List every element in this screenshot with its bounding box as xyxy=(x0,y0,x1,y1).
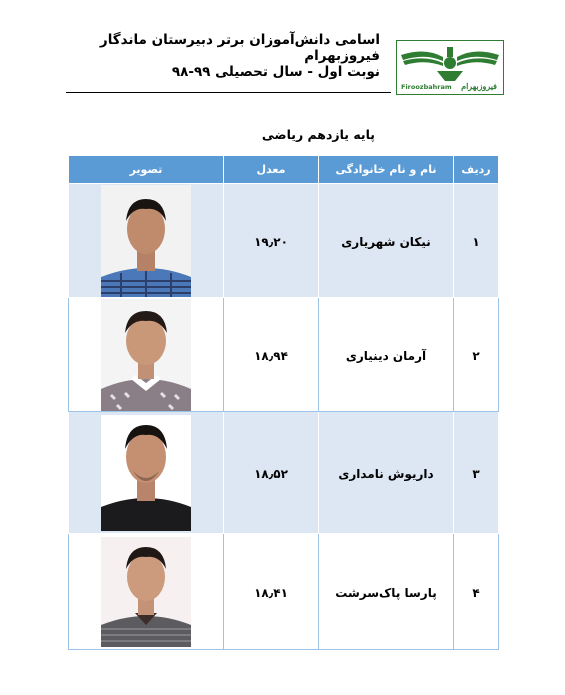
table-row xyxy=(69,298,499,412)
student-average: ۱۸٫۴۱ xyxy=(254,586,288,600)
header-name: نام و نام خانوادگی xyxy=(319,156,454,184)
table-row xyxy=(69,534,499,650)
top-students-table xyxy=(68,155,499,650)
header-average: معدل xyxy=(224,156,319,184)
student-average: ۱۸٫۹۴ xyxy=(254,349,288,363)
page-subtitle: نوبت اول - سال تحصیلی ۹۹-۹۸ xyxy=(171,64,380,80)
student-portrait-icon xyxy=(101,537,191,647)
table-header-row xyxy=(69,156,499,184)
school-logo xyxy=(396,40,504,95)
student-photo xyxy=(101,185,191,297)
table-row xyxy=(69,412,499,534)
student-portrait-icon xyxy=(101,185,191,297)
page-title: اسامی دانش‌آموزان برتر دبیرستان ماندگار فیروزبهرام xyxy=(99,32,380,64)
student-name: آرمان دینیاری xyxy=(345,349,427,363)
header-rank: ردیف xyxy=(454,156,499,184)
faravahar-emblem-icon xyxy=(397,43,503,83)
student-rank: ۱ xyxy=(472,235,480,249)
student-photo xyxy=(101,537,191,647)
logo-english-text: Firoozbahram xyxy=(401,83,452,91)
student-name: پارسا پاک‌سرشت xyxy=(335,586,437,600)
logo-persian-text: فیروزبهرام xyxy=(461,81,497,91)
student-average: ۱۸٫۵۲ xyxy=(254,467,288,481)
table-row xyxy=(69,184,499,298)
student-rank: ۴ xyxy=(472,586,480,600)
student-photo xyxy=(101,299,191,411)
student-photo xyxy=(101,415,191,531)
student-rank: ۲ xyxy=(472,349,480,363)
student-portrait-icon xyxy=(101,299,191,411)
header-photo: تصویر xyxy=(69,156,224,184)
student-portrait-icon xyxy=(101,415,191,531)
student-name: نیکان شهریاری xyxy=(341,235,431,249)
student-name: داریوش نامداری xyxy=(338,467,434,481)
student-rank: ۳ xyxy=(472,467,480,481)
section-title: پایه یازدهم ریاضی xyxy=(261,127,375,142)
header-rule xyxy=(66,92,391,93)
student-average: ۱۹٫۲۰ xyxy=(254,235,288,249)
